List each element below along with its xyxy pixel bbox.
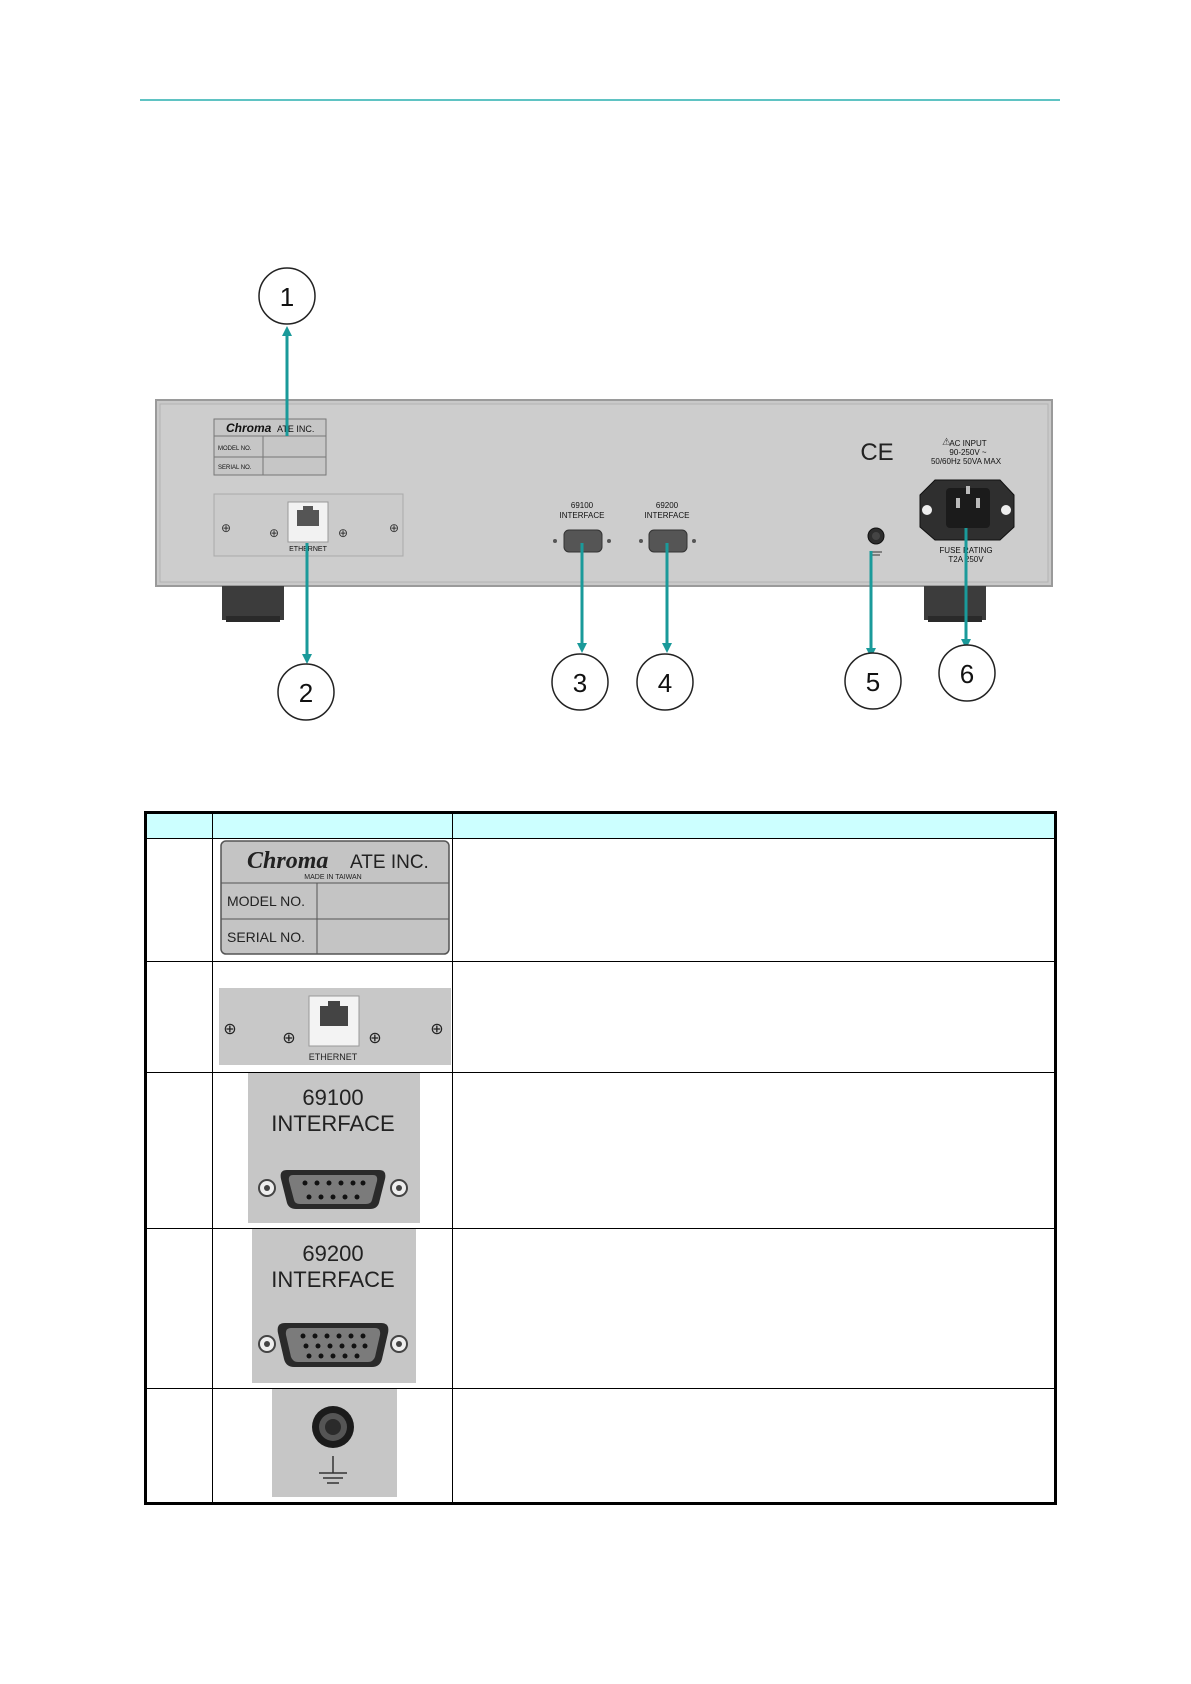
interface-69100-number: 69100 <box>570 501 594 510</box>
table-nameplate-brand: Chroma <box>246 848 328 874</box>
table-69200-number: 69200 <box>301 1241 364 1266</box>
interface-69100-label: INTERFACE <box>559 511 605 520</box>
table-row <box>146 1389 1056 1504</box>
row-image <box>213 1389 453 1504</box>
left-foot <box>222 586 284 620</box>
callout-5: 5 <box>865 667 881 697</box>
callout-6: 6 <box>959 659 975 689</box>
row-description <box>453 839 1056 962</box>
svg-text:⊕: ⊕ <box>222 1021 237 1038</box>
nameplate <box>214 419 326 475</box>
row-image <box>213 1073 453 1229</box>
fuse-line2: T2A 250V <box>948 555 984 564</box>
table-row <box>146 839 1056 962</box>
svg-text:⊕: ⊕ <box>367 1030 382 1047</box>
callout-1: 1 <box>279 282 295 312</box>
row-image <box>213 839 453 962</box>
row-image <box>213 962 453 1073</box>
table-nameplate-company: ATE INC. <box>349 852 429 873</box>
ac-input-line2: 90-250V ~ <box>949 448 987 457</box>
table-ethernet-label: ETHERNET <box>308 1052 357 1062</box>
nameplate-serial-label: SERIAL NO. <box>218 465 252 471</box>
svg-text:⊕: ⊕ <box>429 1021 444 1038</box>
table-69100-number: 69100 <box>301 1085 364 1110</box>
row-no <box>146 1389 213 1504</box>
ac-input-line1: AC INPUT <box>949 439 987 448</box>
svg-text:⚠: ⚠ <box>942 437 951 448</box>
header-description <box>453 813 1056 839</box>
svg-text:⊕: ⊕ <box>268 526 280 540</box>
svg-text:⊕: ⊕ <box>337 526 349 540</box>
ethernet-label: ETHERNET <box>289 546 327 553</box>
header-no <box>146 813 213 839</box>
row-description <box>453 1389 1056 1504</box>
row-no <box>146 962 213 1073</box>
row-no <box>146 839 213 962</box>
table-nameplate-model-label: MODEL NO. <box>226 893 305 909</box>
nameplate-brand: Chroma <box>226 421 272 435</box>
ce-mark: CE <box>860 439 894 466</box>
interface-69200-image <box>215 1229 451 1383</box>
table-nameplate-serial-label: SERIAL NO. <box>226 929 305 945</box>
table-69200-label: INTERFACE <box>270 1267 395 1292</box>
svg-text:⊕: ⊕ <box>388 521 400 535</box>
callout-2: 2 <box>298 678 314 708</box>
fuse-line1: FUSE RATING <box>939 546 993 555</box>
table-header-row <box>146 813 1056 839</box>
row-image <box>213 1229 453 1389</box>
row-no <box>146 1073 213 1229</box>
table-row <box>146 1229 1056 1389</box>
ethernet-image <box>215 962 451 1067</box>
interface-69200-label: INTERFACE <box>644 511 690 520</box>
interface-69200-number: 69200 <box>655 501 679 510</box>
nameplate-model-label: MODEL NO. <box>218 446 252 452</box>
svg-text:⊕: ⊕ <box>220 521 232 535</box>
table-69100-label: INTERFACE <box>270 1111 395 1136</box>
table-row <box>146 1073 1056 1229</box>
right-foot <box>924 586 986 620</box>
callout-4: 4 <box>657 668 673 698</box>
row-description <box>453 1229 1056 1389</box>
ac-input-line3: 50/60Hz 50VA MAX <box>930 457 1002 466</box>
rear-panel-figure <box>0 0 1191 760</box>
ground-terminal-image <box>215 1389 451 1497</box>
interface-69100-image <box>215 1073 451 1223</box>
nameplate-company: ATE INC. <box>277 424 315 434</box>
table-nameplate-made-in: MADE IN TAIWAN <box>303 874 362 881</box>
row-description <box>453 1073 1056 1229</box>
table-row <box>146 962 1056 1073</box>
header-image <box>213 813 453 839</box>
row-no <box>146 1229 213 1389</box>
svg-text:⊕: ⊕ <box>281 1030 296 1047</box>
nameplate-image <box>215 839 451 956</box>
row-description <box>453 962 1056 1073</box>
rear-panel-parts-table <box>144 811 1057 1505</box>
callout-3: 3 <box>572 668 588 698</box>
